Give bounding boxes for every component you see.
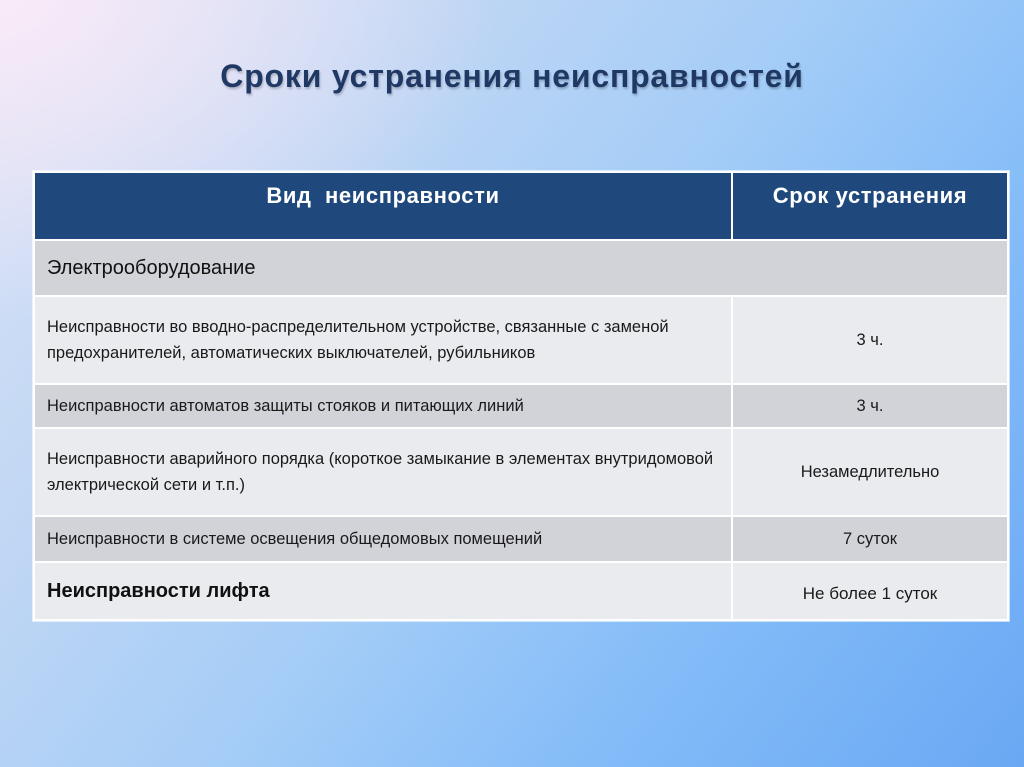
table-row [34,384,1008,428]
fix-term-cell: Не более 1 суток [732,562,1008,620]
header-fault-type: Вид неисправности [34,172,732,240]
fault-type-cell: Неисправности аварийного порядка (короткое замыкание в элементах внутридомовой электрической сети и т.п.) [34,428,732,516]
fix-term-cell: 3 ч. [732,296,1008,384]
fault-type-cell: Неисправности лифта [34,562,732,620]
section-title: Электрооборудование [34,240,1008,296]
fault-type-cell: Неисправности во вводно-распределительном устройстве, связанные с заменой предохранителей, автоматических выключателей, рубильников [34,296,732,384]
fix-term-cell: Незамедлительно [732,428,1008,516]
table-row [34,516,1008,562]
slide-title: Сроки устранения неисправностей [220,58,804,94]
fault-type-cell: Неисправности в системе освещения общедомовых помещений [34,516,732,562]
header-fix-term: Срок устранения [732,172,1008,240]
faults-table [33,171,1009,621]
table-row [34,296,1008,384]
fault-type-cell: Неисправности автоматов защиты стояков и питающих линий [34,384,732,428]
section-row-electrical [34,240,1008,296]
fix-term-cell: 3 ч. [732,384,1008,428]
table-row [34,562,1008,620]
table-row [34,428,1008,516]
table-header-row [34,172,1008,240]
fix-term-cell: 7 суток [732,516,1008,562]
